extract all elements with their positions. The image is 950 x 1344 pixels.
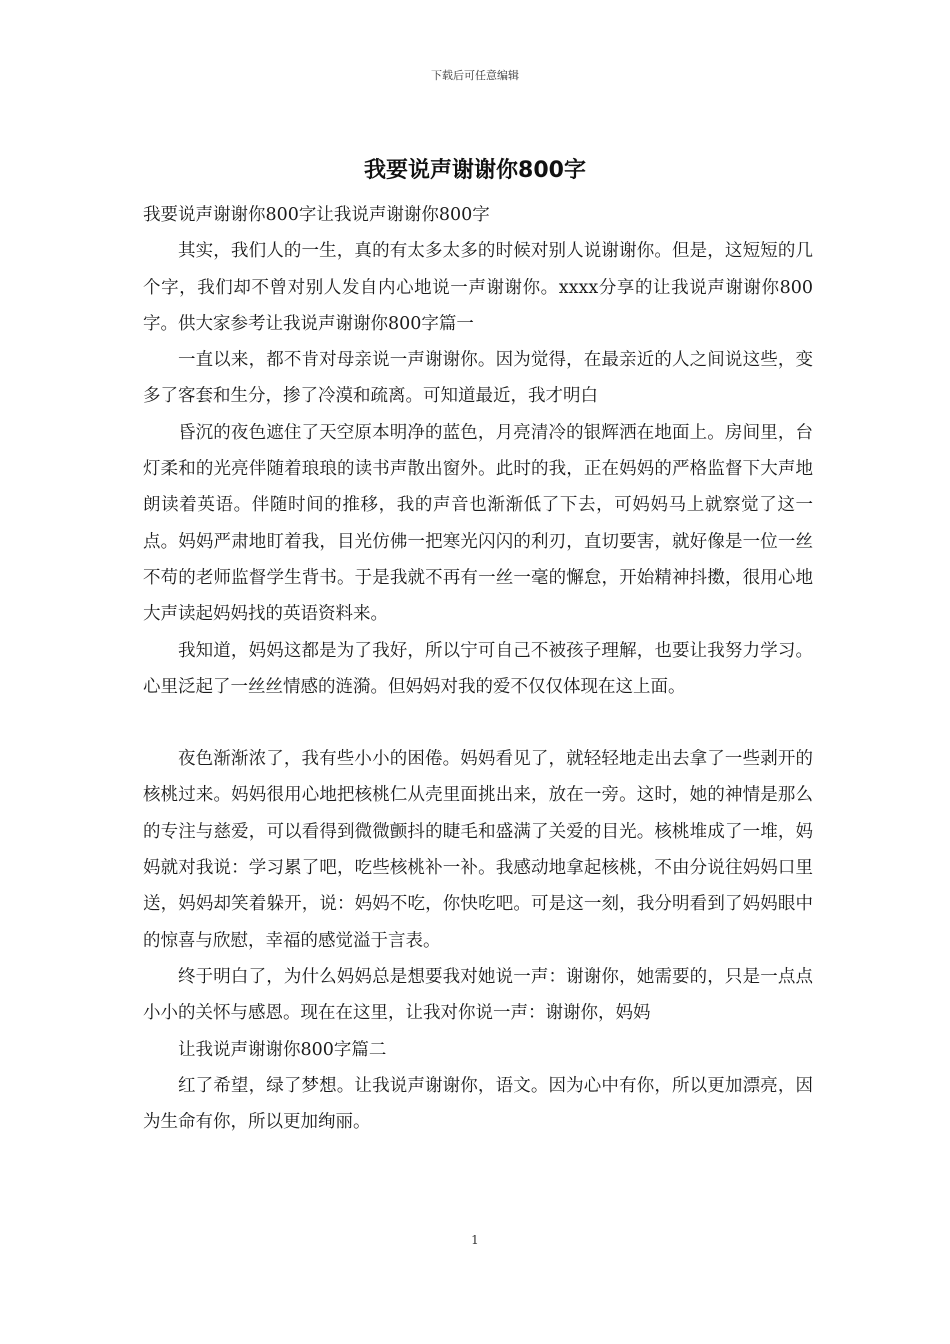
- body-paragraph: 夜色渐渐浓了，我有些小小的困倦。妈妈看见了，就轻轻地走出去拿了一些剥开的核桃过来。妈妈很用心地把核桃仁从壳里面挑出来，放在一旁。这时，她的神情是那么的专注与慈爱，可以看得到微微颤抖的睫毛和盛满了关爱的目光。核桃堆成了一堆，妈妈就对我说：学习累了吧，吃些核桃补一补。我感动地拿起核桃，不由分说往妈妈口里送，妈妈却笑着躲开，说：妈妈不吃，你快吃吧。可是这一刻，我分明看到了妈妈眼中的惊喜与欣慰，幸福的感觉溢于言表。: [143, 749, 813, 951]
- page-number: 1: [471, 1233, 479, 1247]
- subtitle-paragraph: 我要说声谢谢你800字让我说声谢谢你800字: [143, 205, 490, 225]
- body-paragraph: 一直以来，都不肯对母亲说一声谢谢你。因为觉得，在最亲近的人之间说这些，变多了客套和生分，掺了冷漠和疏离。可知道最近，我才明白: [143, 350, 813, 407]
- header-note: 下载后可任意编辑: [431, 69, 519, 82]
- body-paragraph: 红了希望，绿了梦想。让我说声谢谢你，语文。因为心中有你，所以更加漂亮，因为生命有你，所以更加绚丽。: [143, 1075, 813, 1133]
- body-paragraph: 昏沉的夜色遮住了天空原本明净的蓝色，月亮清冷的银辉洒在地面上。房间里，台灯柔和的光亮伴随着琅琅的读书声散出窗外。此时的我，正在妈妈的严格监督下大声地朗读着英语。伴随时间的推移，我的声音也渐渐低了下去，可妈妈马上就察觉了这一点。妈妈严肃地盯着我，目光仿佛一把寒光闪闪的利刃，直切要害，就好像是一位一丝不苟的老师监督学生背书。于是我就不再有一丝一毫的懈怠，开始精神抖擞，很用心地大声读起妈妈找的英语资料来。: [143, 422, 813, 625]
- body-paragraph: 终于明白了，为什么妈妈总是想要我对她说一声：谢谢你，她需要的，只是一点点小小的关怀与感恩。现在在这里，让我对你说一声：谢谢你，妈妈: [143, 966, 813, 1024]
- body-paragraph: 我知道，妈妈这都是为了我好，所以宁可自己不被孩子理解，也要让我努力学习。心里泛起了一丝丝情感的涟漪。但妈妈对我的爱不仅仅体现在这上面。: [143, 640, 813, 697]
- document-title: 我要说声谢谢你800字: [364, 158, 586, 183]
- body-paragraph: 其实，我们人的一生，真的有太多太多的时候对别人说谢谢你。但是，这短短的几个字，我们却不曾对别人发自内心地说一声谢谢你。xxxx分享的让我说声谢谢你800字。供大家参考让我说声谢谢你800字篇一: [143, 241, 813, 334]
- document-body: [143, 197, 813, 1140]
- section-heading: 让我说声谢谢你800字篇二: [178, 1039, 387, 1060]
